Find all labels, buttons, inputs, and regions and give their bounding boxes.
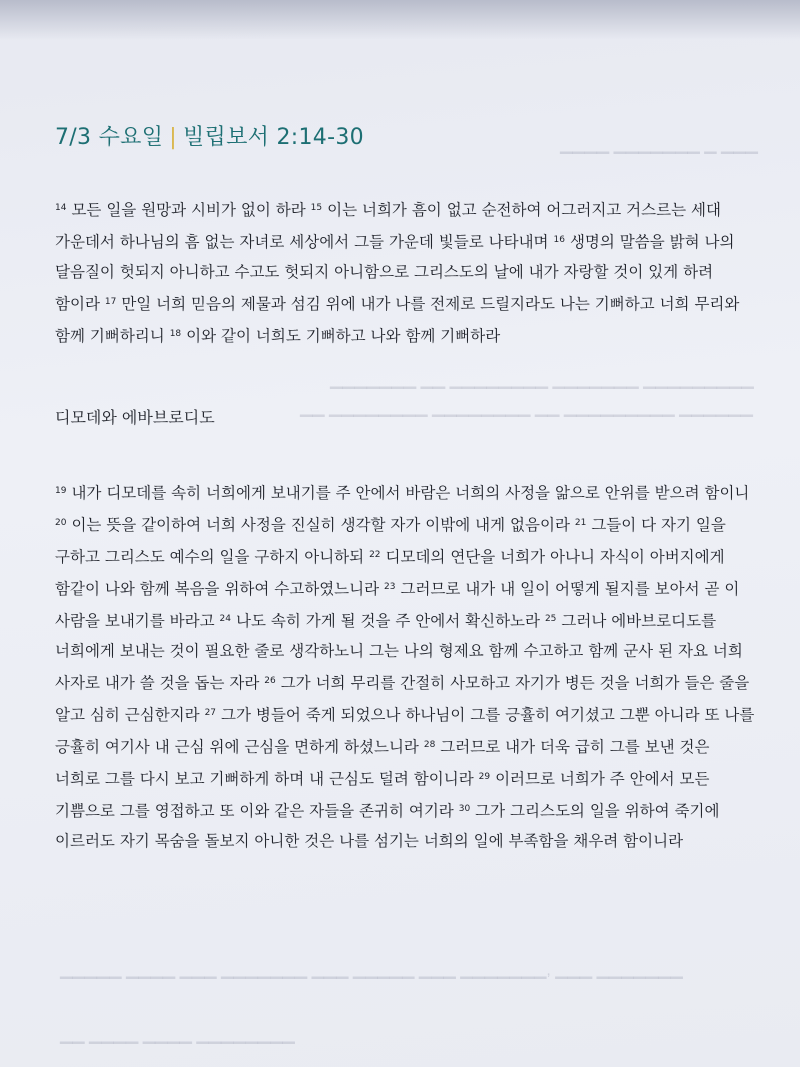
show-through-text: ▁▁▁▁ ▁▁▁▁▁▁▁ ▁ ▁▁▁ bbox=[560, 137, 758, 154]
verse-number: 29 bbox=[478, 772, 491, 782]
verse-number: 25 bbox=[544, 614, 557, 624]
verse-text: 그가 너희 무리를 간절히 사모하고 자기가 병든 것을 너희가 들은 줄을 알고 심히 근심한지라 bbox=[55, 674, 750, 724]
verse-number: 24 bbox=[219, 614, 231, 624]
verse-number: 22 bbox=[369, 550, 381, 560]
verse-number: 19 bbox=[55, 486, 67, 496]
show-through-text: ▁▁ ▁▁▁▁▁▁▁▁ ▁▁▁▁▁▁▁▁ ▁▁ ▁▁▁▁▁▁▁▁▁ ▁▁▁▁▁▁ bbox=[300, 400, 753, 417]
scripture-reference: 빌립보서 2:14-30 bbox=[182, 125, 364, 150]
verse-number: 14 bbox=[55, 203, 67, 213]
verse-number: 15 bbox=[310, 203, 323, 213]
verse-text: 디모데의 연단을 너희가 아나니 자식이 아버지에게 함같이 나와 함께 복음을 위하여 수고하였느니라 bbox=[55, 548, 725, 598]
page-edge-shadow bbox=[0, 0, 800, 40]
scripture-passage-verses-14-18 bbox=[55, 193, 755, 351]
verse-number: 26 bbox=[264, 676, 276, 686]
verse-text: 이와 같이 너희도 기뻐하고 나와 함께 기뻐하라 bbox=[186, 327, 501, 345]
scripture-passage-verses-19-30 bbox=[55, 476, 755, 856]
verse-number: 17 bbox=[104, 297, 117, 307]
verse-text: 이러므로 너희가 주 안에서 모든 기쁨으로 그를 영접하고 또 이와 같은 자들을 존귀히 여기라 bbox=[55, 770, 710, 820]
verse-text: 모든 일을 원망과 시비가 없이 하라 bbox=[71, 201, 306, 219]
verse-text: 나도 속히 가게 될 것을 주 안에서 확신하노라 bbox=[235, 612, 540, 630]
verse-number: 27 bbox=[204, 708, 217, 718]
verse-text: 그러나 에바브로디도를 너희에게 보내는 것이 필요한 줄로 생각하노니 그는 나의 형제요 함께 수고하고 함께 군사 된 자요 너희 사자로 내가 쓸 것을 돕는 자라 bbox=[55, 612, 743, 692]
verse-number: 23 bbox=[384, 582, 396, 592]
verse-number: 18 bbox=[169, 329, 182, 339]
reading-date: 7/3 수요일 bbox=[55, 125, 164, 150]
verse-text: 그들이 다 자기 일을 구하고 그리스도 예수의 일을 구하지 아니하되 bbox=[55, 516, 726, 566]
verse-text: 그러므로 내가 더욱 급히 그를 보낸 것은 너희로 그를 다시 보고 기뻐하게 하며 내 근심도 덜려 함이니라 bbox=[55, 738, 710, 788]
reading-header bbox=[55, 120, 364, 151]
verse-number: 20 bbox=[55, 518, 67, 528]
verse-number: 16 bbox=[553, 235, 565, 245]
verse-number: 21 bbox=[574, 518, 587, 528]
verse-text: 생명의 말씀을 밝혀 나의 달음질이 헛되지 아니하고 수고도 헛되지 아니함으로 그리스도의 날에 내가 자랑할 것이 있게 하려 함이라 bbox=[55, 233, 735, 313]
verse-number: 28 bbox=[423, 740, 436, 750]
verse-number: 30 bbox=[458, 804, 471, 814]
header-separator: | bbox=[169, 125, 177, 150]
verse-text: 이는 너희가 흠이 없고 순전하여 어그러지고 거스르는 세대 가운데서 하나님의 흠 없는 자녀로 세상에서 그들 가운데 빛들로 나타내며 bbox=[55, 201, 721, 251]
verse-text: 이는 뜻을 같이하여 너희 사정을 진실히 생각할 자가 이밖에 내게 없음이라 bbox=[71, 516, 570, 534]
show-through-text: ▁▁ ▁▁▁▁ ▁▁▁▁ ▁▁▁▁▁▁▁▁ bbox=[60, 1027, 295, 1044]
show-through-text: ▁▁▁▁▁▁▁ ▁▁ ▁▁▁▁▁▁▁▁ ▁▁▁▁▁▁▁ ▁▁▁▁▁▁▁▁▁ bbox=[330, 372, 754, 389]
verse-text: 그가 그리스도의 일을 위하여 죽기에 이르러도 자기 목숨을 돌보지 아니한 것은 나를 섬기는 너희의 일에 부족함을 채우려 함이니라 bbox=[55, 802, 720, 850]
verse-text: 만일 너희 믿음의 제물과 섬김 위에 내가 나를 전제로 드릴지라도 나는 기뻐하고 너희 무리와 함께 기뻐하리니 bbox=[55, 295, 740, 345]
section-subheading: 디모데와 에바브로디도 bbox=[55, 408, 215, 427]
verse-text: 내가 디모데를 속히 너희에게 보내기를 주 안에서 바람은 너희의 사정을 앎으로 안위를 받으려 함이니 bbox=[71, 484, 750, 502]
verse-text: 그가 병들어 죽게 되었으나 하나님이 그를 긍휼히 여기셨고 그뿐 아니라 또 나를 긍휼히 여기사 내 근심 위에 근심을 면하게 하셨느니라 bbox=[55, 706, 755, 756]
show-through-text: ▁▁▁▁▁ ▁▁▁▁ ▁▁▁ ▁▁▁▁▁▁▁ ▁▁▁ ▁▁▁▁▁ ▁▁▁ ▁▁▁▁▁▁▁, ▁▁▁ ▁▁▁▁▁▁▁ bbox=[60, 962, 683, 979]
verse-text: 그러므로 내가 내 일이 어떻게 될지를 보아서 곧 이 사람을 보내기를 바라고 bbox=[55, 580, 740, 630]
